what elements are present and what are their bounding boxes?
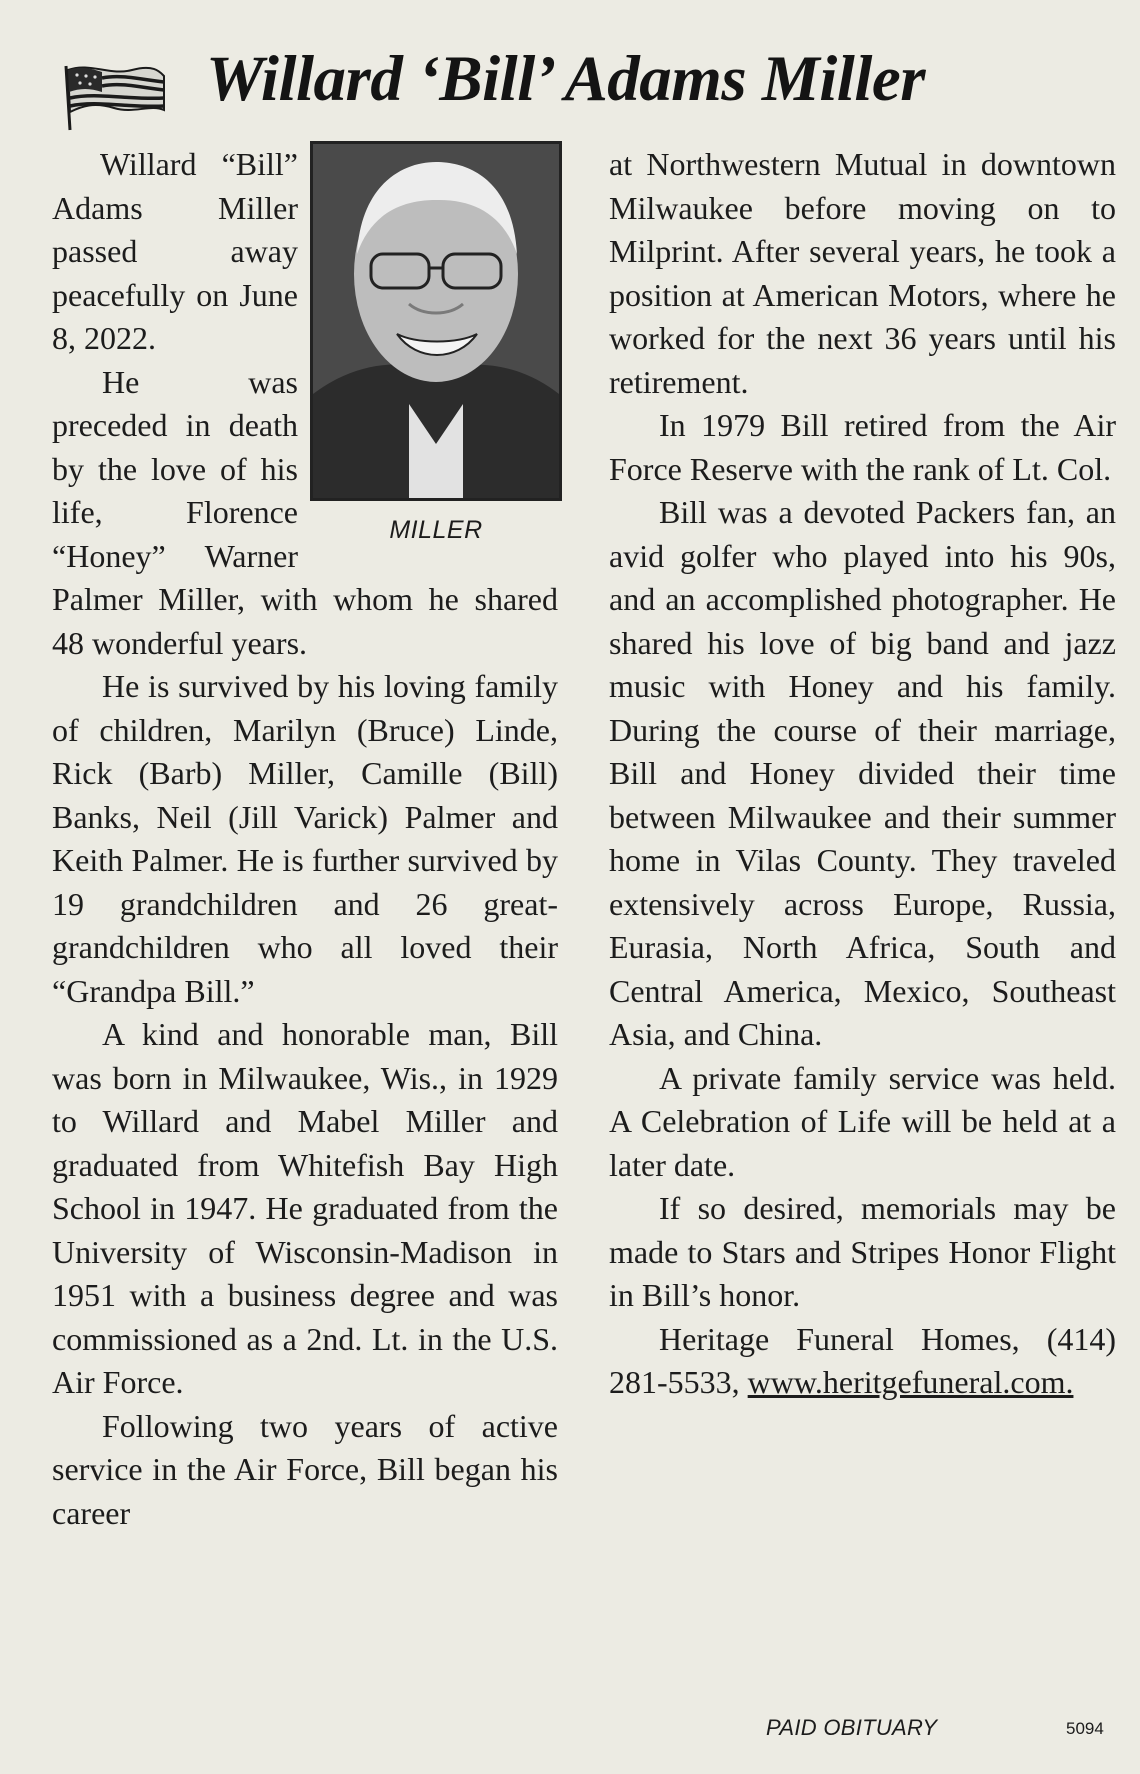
paragraph-career: at Northwestern Mutual in downtown Milwaukee before moving on to Milprint. After several years, he took a position at American Motors, where he worked for the next 36 years until his retirement.: [609, 146, 1116, 400]
photo-block: [310, 141, 562, 545]
paragraph-private-service: A private family service was held. A Celebration of Life will be held at a later date.: [609, 1059, 1116, 1183]
paid-obituary-label: PAID OBITUARY: [766, 1715, 938, 1740]
portrait-photo: [310, 141, 562, 501]
paragraph-intro: Willard “Bill” Adams Miller passed away peacefully on June 8, 2022.: [52, 146, 298, 356]
paragraph-retired: In 1979 Bill retired from the Air Force Reserve with the rank of Lt. Col.: [609, 407, 1116, 487]
photo-caption: MILLER: [389, 516, 483, 544]
american-flag-icon: [60, 62, 168, 132]
ad-code: 5094: [1066, 1719, 1104, 1738]
obituary-title: Willard ‘Bill’ Adams Miller: [206, 43, 926, 115]
paragraph-memorials: If so desired, memorials may be made to Stars and Stripes Honor Flight in Bill’s honor.: [609, 1190, 1116, 1313]
paragraph-service: Following two years of active service in the Air Force, Bill began his career: [52, 1407, 558, 1531]
funeral-home-contact: Heritage Funeral Homes, (414) 281-5533,: [609, 1320, 1116, 1400]
paragraph-biography: A kind and honorable man, Bill was born in Milwaukee, Wis., in 1929 to Willard and Mabel Miller and graduated from Whitefish Bay High School in 1947. He graduated from the University of Wisconsin-Madison in 1951 with a business degree and was commissioned as a 2nd. Lt. in the U.S. Air Force.: [52, 1016, 558, 1400]
paragraph-hobbies: Bill was a devoted Packers fan, an avid golfer who played into his 90s, and an accomplished photographer. He shared his love of big band and jazz music with Honey and his family. During the course of their marriage, Bill and Honey divided their time between Milwaukee and their summer home in Vilas County. They traveled extensively across Europe, Russia, Eurasia, North Africa, South and Central America, Mexico, Southeast Asia, and China.: [609, 494, 1116, 1052]
paragraph-preceded: He was preceded in death by the love of his life, Florence “Honey” Warner Palmer Miller, with whom he shared 48 wonderful years.: [52, 363, 558, 661]
paragraph-funeral-home: [609, 1318, 1116, 1405]
paragraph-survived: He is survived by his loving family of children, Marilyn (Bruce) Linde, Rick (Barb) Miller, Camille (Bill) Banks, Neil (Jill Varick) Palmer and Keith Palmer. He is further survived by 19 grandchildren and 26 great-grandchildren who all loved their “Grandpa Bill.”: [52, 668, 558, 1009]
right-column: [609, 143, 1116, 1405]
funeral-home-link[interactable]: www.heritgefuneral.com.: [747, 1364, 1074, 1400]
left-column: [52, 143, 558, 1535]
